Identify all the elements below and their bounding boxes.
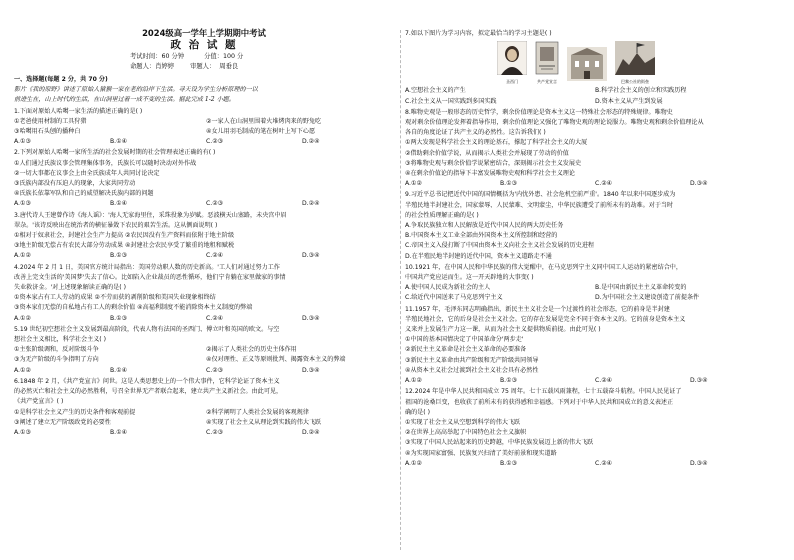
answer-choice[interactable]: B.①③ xyxy=(500,377,518,385)
question-line: ①相对于奴隶社会，封建社会生产力提高 ②农民因没有生产资料而依附于地主阶级 xyxy=(14,232,235,240)
question-line: 的必然灭亡和社会主义的必然胜利，号召全世界无产者联合起来，建立共产主义新社会。由此可见， xyxy=(14,388,283,396)
statement-option[interactable]: ④实现了社会主义从理论到实践的伟大飞跃 xyxy=(206,418,322,426)
question-line: ③地主阶级无偿占有农民大部分劳动成果 ④封建社会农民享受了繁重的地租和赋税 xyxy=(14,242,235,250)
answer-choice[interactable]: B.①③ xyxy=(110,314,128,322)
statement-option[interactable]: ③为无产阶级的斗争指明了方向 xyxy=(14,356,99,364)
question-block xyxy=(405,29,785,107)
question-line: ②一切大事都在议事会上由全氏族成年人共同讨论决定 xyxy=(14,169,160,177)
question-line: B.中国资本主义工业全部由外国资本主义所控制和经营的 xyxy=(405,232,558,240)
answer-choice[interactable]: A.①② xyxy=(405,180,422,188)
question-block xyxy=(14,148,398,209)
question-line: 翠杂。'该诗反映出在统治者的横征暴敛下农民的艰苦生活。这从侧面说明( ) xyxy=(14,221,218,229)
portrait-image xyxy=(497,41,527,85)
question-line: ②新民主主义革命是社会主义革命的必要准备 xyxy=(405,346,527,354)
question-line: 6.1848 年 2 月，《共产党宣言》问世。这是人类思想史上的一个伟大事件，它科学论证了资本主义 xyxy=(14,377,280,385)
answer-choice[interactable]: B.①④ xyxy=(110,200,128,208)
image-caption: 圣西门 xyxy=(506,79,518,85)
question-line: 义来并上发展生产力这一课，从而为社会主义提供物质前提。由此可见( ) xyxy=(405,326,601,334)
answer-choice[interactable]: C.②④ xyxy=(206,314,224,322)
statement-option[interactable]: ①是科学社会主义产生的历史条件和客观前提 xyxy=(14,408,136,416)
statement-option[interactable]: ②科学阐明了人类社会发展的客观规律 xyxy=(206,408,309,416)
answer-choices xyxy=(14,366,398,376)
question-line: 改善上完文生活的'美国梦'失去了信心。比如陷入企业裁员的恶性循环，他们宁肯躺在家里做家的事情 xyxy=(14,273,286,281)
statement-option[interactable]: C.社会主义从一国实践到多国实践 xyxy=(405,97,497,105)
statement-option[interactable]: ②揭示了人类社会的历史主体作用 xyxy=(206,346,297,354)
statement-options xyxy=(14,117,398,137)
question-block xyxy=(405,108,785,190)
question-line: 中国共产党应运而生。这一开天辟地的大事变( ) xyxy=(405,274,534,282)
exam-subtitle: 政 治 试 题 xyxy=(170,39,238,51)
building-icon xyxy=(567,47,607,85)
question-line: ④为实现国家富强、民族复兴扫清了美好前景和现实道路 xyxy=(405,449,557,457)
question-line: 12.2024 年是中华人民共和国成立 75 周年。七十五载风雨兼程，七十五载奋斗航程。中国人民见证了 xyxy=(405,388,682,396)
statement-option[interactable]: ①老爸使用材制的工具狩猎 xyxy=(14,117,87,125)
question-line: 1.下面对原始人哈噶一家生活的描述正确的是( ) xyxy=(14,107,143,115)
answer-choices xyxy=(405,376,785,386)
question-block xyxy=(14,325,398,376)
answer-choices xyxy=(14,251,398,261)
statement-option[interactable]: ④仅对理性、正义等原则批判、揭露资本主义的弊端 xyxy=(206,356,346,364)
answer-choice[interactable]: D.③④ xyxy=(302,366,320,374)
answer-choice[interactable]: D.③④ xyxy=(302,252,320,260)
question-block xyxy=(405,305,785,387)
statement-option[interactable]: ③哈噶用石头刨的播种白 xyxy=(14,128,81,136)
question-line: 祖国的沧桑巨变，也收获了前所未有的获得感和幸福感。下列对于中华人民共和国成立的意义表述正 xyxy=(405,398,674,406)
question-line: 3.唐代诗人王建曾作诗《海人谣》：'海人无家海里住，采珠役象为岁赋。恶波横天山塞路，未央宫中眉 xyxy=(14,211,287,219)
question-line: A.争取民族独立和人民解放是近代中国人民的两大历史任务 xyxy=(405,222,564,230)
answer-choice[interactable]: B.①③ xyxy=(500,459,518,467)
statement-option[interactable]: B.科学社会主义的创立和实践历程 xyxy=(595,87,687,95)
statement-options xyxy=(405,86,785,106)
question-line: 半殖民地半封建社会，国家蒙辱、人民蒙难、文明蒙尘，中华民族遭受了前所未有的劫难。对于当时 xyxy=(405,201,674,209)
answer-choice[interactable]: A.①② xyxy=(405,459,422,467)
left-column xyxy=(14,28,398,438)
answer-choice[interactable]: A.①③ xyxy=(14,200,31,208)
answer-choices xyxy=(14,314,398,324)
question-line: 半殖民地社会，它的后身是社会主义社会。它的存在发展是完全不同于资本主义的。它的前身是资本主义 xyxy=(405,315,686,323)
image-caption: 巴黎公社的街垒 xyxy=(621,79,649,85)
question-image-row xyxy=(497,41,785,85)
answer-choice[interactable]: B.①④ xyxy=(110,428,128,436)
question-line: ①实现了社会主义从空想到科学的伟大飞跃 xyxy=(405,418,521,426)
question-line: ②在世界上高高举起了中国特色社会主义旗帜 xyxy=(405,429,527,437)
question-line: 2.下列对原始人哈噶一家所生活的社会发展时期的社会管理表述正确的有( ) xyxy=(14,149,216,157)
question-line: ④从资本主义社会过渡到社会主义社会具有必然性 xyxy=(405,366,539,374)
book-image xyxy=(535,41,559,85)
image-caption: 共产党宣言 xyxy=(537,79,557,85)
column-divider xyxy=(400,30,401,550)
exam-meta-authors: 命题人：肖婷婷 审题人： 周垂良 xyxy=(130,63,239,70)
book-icon xyxy=(535,41,559,79)
question-line: D.在半殖民地半封建的近代中国，资本主义道路走不通 xyxy=(405,252,552,260)
question-line: 5.19 世纪初空想社会主义发展到最高阶段，代表人物有法国的圣西门、傅立叶和英国的欧文。与空 xyxy=(14,325,280,333)
answer-choice[interactable]: B.①④ xyxy=(110,366,128,374)
left-question-list xyxy=(14,107,398,439)
answer-choice[interactable]: C.②④ xyxy=(595,180,613,188)
question-line: ③实现了中国人民站起来的历史跨越，中华民族发展迈上新的伟大飞跃 xyxy=(405,439,594,447)
answer-choice[interactable]: B.①③ xyxy=(110,252,128,260)
question-line: ④氏族长依靠军队和自己的威望解决氏族内部的问题 xyxy=(14,190,154,198)
question-line: 11.1957 年，毛泽东同志明确指出，新民主主义社会是一个过渡性的社会形态，它的前身是半封建 xyxy=(405,305,670,313)
question-line: 《共产党宣言》( ) xyxy=(14,398,64,406)
question-line: 9.习近平总书记把近代中国的国情概括为'内忧外患、社会危机空前严重'。1840 年以来中国逐步成为 xyxy=(405,191,676,199)
answer-choice[interactable]: C.②③ xyxy=(206,138,224,146)
question-line: 失业救济金。'对上述现象解读正确的是( ) xyxy=(14,284,126,292)
question-line: 各自的角度论证了共产主义的必然性。这告诉我们( ) xyxy=(405,129,546,137)
question-block xyxy=(14,377,398,438)
answer-choice[interactable]: C.②④ xyxy=(595,377,613,385)
answer-choice[interactable]: C.②④ xyxy=(595,459,613,467)
answer-choice[interactable]: A.①③ xyxy=(14,428,31,436)
statement-options xyxy=(405,283,785,303)
question-line: 的社会性质理解正确的是( ) xyxy=(405,211,479,219)
question-line: 7.如以下图片为学习内容，拟定最恰当的学习主题是( ) xyxy=(405,30,552,37)
exam-meta-time: 考试时间：60 分钟 分值：100 分 xyxy=(130,53,244,60)
answer-choice[interactable]: D.③④ xyxy=(690,377,708,385)
question-line: ③资本家们无偿的自私地占有工人的剩余价值 ④高福利制度不能消除资本主义制度的弊端 xyxy=(14,304,253,312)
statement-option[interactable]: D.为中国社会主义建设创造了前提条件 xyxy=(595,294,700,302)
answer-choice[interactable]: A.①② xyxy=(14,252,31,260)
question-line: 8.唯物史观是一般形态的历史哲学，剩余价值理论是资本主义这一特殊社会形态的特殊规律。唯物史 xyxy=(405,108,673,116)
question-line: ②借助剩余价值学说，从而揭示人类社会并展现了劳动的价值 xyxy=(405,149,569,157)
answer-choice[interactable]: C.②③ xyxy=(206,200,224,208)
statement-option[interactable]: C.给近代中国送来了马克思列宁主义 xyxy=(405,294,503,302)
answer-choices xyxy=(405,179,785,189)
answer-choice[interactable]: D.③④ xyxy=(690,180,708,188)
answer-choices xyxy=(14,428,398,438)
answer-choices xyxy=(14,137,398,147)
question-line: C.帝国主义入侵打断了中国由资本主义向社会主义社会发展的历史进程 xyxy=(405,242,595,250)
answer-choice[interactable]: D.②④ xyxy=(302,138,320,146)
answer-choice[interactable]: A.①② xyxy=(405,377,422,385)
building-image xyxy=(567,47,607,85)
answer-choice[interactable]: C.②③ xyxy=(206,428,224,436)
answer-choice[interactable]: C.②④ xyxy=(206,252,224,260)
statement-options xyxy=(14,408,398,428)
right-question-list xyxy=(405,29,785,469)
question-line: ①中国的基本国情决定了中国革命分'两步走' xyxy=(405,336,524,344)
question-block xyxy=(14,263,398,324)
right-column xyxy=(405,28,785,469)
statement-option[interactable]: B.是中国由新民主主义革命转变的 xyxy=(595,284,687,292)
question-line: ①资本家占有工人劳动的成果 ②不劳而获的剥削阶级和美国失业现象相终结 xyxy=(14,294,216,302)
question-line: ①两大发现是科学社会主义的理论基石，撑起了科学社会主义的大厦 xyxy=(405,139,588,147)
question-line: ③将唯物史观与剩余价值学说紧密结合，深刻揭示社会主义发展史 xyxy=(405,159,582,167)
answer-choice[interactable]: D.②④ xyxy=(302,200,320,208)
statement-option[interactable]: ③阐述了建立无产阶级政党的必要性 xyxy=(14,418,111,426)
statement-option[interactable]: A.使中国人民成为新社会的主人 xyxy=(405,284,491,292)
question-line: 确的是( ) xyxy=(405,408,430,416)
statement-options xyxy=(14,345,398,365)
answer-choice[interactable]: A.①② xyxy=(14,366,31,374)
question-line: 观对剩余价值理论发挥着指导作用，剩余价值理论又强化了唯物史观的理论说服力。唯物史观和剩余价值理论从 xyxy=(405,119,704,127)
statement-option[interactable]: D.资本主义从产生到发展 xyxy=(595,97,663,105)
answer-choices xyxy=(14,199,398,209)
question-line: 4.2024 年 2 月 1 日，美国官方统计局指出：美国劳动职人数的历史新高。'工人们对通过努力工作 xyxy=(14,263,280,271)
answer-choice[interactable]: A.①③ xyxy=(14,138,31,146)
question-line: 想社会主义相比，科学社会主义( ) xyxy=(14,336,107,344)
answer-choice[interactable]: D.③④ xyxy=(690,459,708,467)
question-line: 10.1921 年，在中国人民和中华民族的伟大觉醒中，在马克思列宁主义同中国工人运动的紧密结合中， xyxy=(405,263,682,271)
section-heading: 一、选择题(每题 2 分，共 70 分) xyxy=(14,76,108,83)
question-line: ③新民主主义革命由共产阶级和无产阶级共同领导 xyxy=(405,356,539,364)
barricade-image xyxy=(615,41,655,85)
barricade-icon xyxy=(615,41,655,79)
statement-option[interactable]: A.空想社会主义的产生 xyxy=(405,87,466,95)
statement-option[interactable]: ②一家人在山洞里围着火堆烤肉来的野兔吃 xyxy=(206,117,322,125)
section-intro-line: 影片《我的原野》讲述了原始人猿猴一家在老的沿岸下生活。寻天设为学生分析原理的一以 xyxy=(14,86,258,94)
answer-choices xyxy=(405,459,785,469)
answer-choice[interactable]: C.②③ xyxy=(206,366,224,374)
question-block xyxy=(405,263,785,304)
answer-choice[interactable]: A.①② xyxy=(14,314,31,322)
question-line: ③氏族内部没有压迫人的现象，大家共同劳动 xyxy=(14,180,136,188)
answer-choice[interactable]: B.①④ xyxy=(110,138,128,146)
question-block xyxy=(14,211,398,262)
portrait-icon xyxy=(497,41,527,79)
section-intro-line: 前进生在，山上时代的生活，在山洞里过着一成不变的生活。据此完成 1-2 小题。 xyxy=(14,96,235,104)
statement-option[interactable]: ①主张阶级调和，反对阶级斗争 xyxy=(14,346,99,354)
question-block xyxy=(405,190,785,261)
answer-choice[interactable]: D.②④ xyxy=(302,428,320,436)
answer-choice[interactable]: D.③④ xyxy=(302,314,320,322)
statement-option[interactable]: ④女儿用羽毛制成的笔在树叶上写下心愿 xyxy=(206,128,316,136)
question-line: ④在剩余价值论的指导下丰富发展唯物史观和科学社会主义理论 xyxy=(405,170,575,178)
question-line: ①人们通过氏族议事会管理集体事务，氏族长可以随时决动对外作战 xyxy=(14,159,197,167)
exam-title: 2024级高一学年上学期期中考试 xyxy=(142,28,266,38)
answer-choice[interactable]: B.①③ xyxy=(500,180,518,188)
question-block xyxy=(14,107,398,148)
question-block xyxy=(405,387,785,469)
